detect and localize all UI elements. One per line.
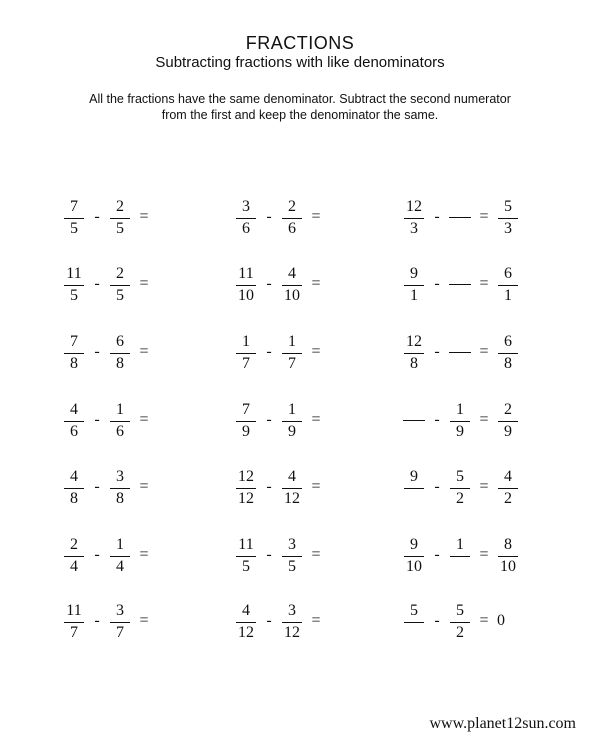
fraction-second-numerator: 3 [288, 602, 296, 619]
fraction-first-bar [64, 218, 84, 219]
fraction-second-numerator: 5 [456, 468, 464, 485]
fraction-second-denominator: 9 [456, 423, 464, 440]
problem-10 [60, 396, 210, 446]
fraction-second-denominator: 10 [284, 287, 300, 304]
minus-sign: - [434, 612, 440, 629]
fraction-second-bar [110, 622, 130, 623]
fraction-second [106, 597, 134, 647]
fraction-second-numerator: 4 [288, 468, 296, 485]
fraction-first-denominator: 3 [410, 220, 418, 237]
equals-sign: = [139, 546, 149, 563]
fraction-second-bar [450, 556, 470, 557]
fraction-result-bar [498, 556, 518, 557]
equals-sign: = [479, 343, 489, 360]
fraction-second-denominator: 2 [456, 624, 464, 641]
fraction-second-numerator: 1 [116, 401, 124, 418]
fraction-second-bar [110, 218, 130, 219]
fraction-first-denominator: 4 [70, 558, 78, 575]
fraction-second-numerator: 1 [456, 536, 464, 553]
equals-sign: = [139, 411, 149, 428]
fraction-first-numerator: 12 [406, 333, 422, 350]
fraction-second-numerator: 4 [288, 265, 296, 282]
problem-14 [232, 463, 382, 513]
fraction-second-bar [282, 556, 302, 557]
equals-sign: = [139, 612, 149, 629]
fraction-first-bar [236, 353, 256, 354]
fraction-result [494, 463, 522, 513]
fraction-first-numerator: 9 [410, 536, 418, 553]
fraction-second-bar [282, 353, 302, 354]
fraction-second [446, 328, 474, 378]
equals-sign: = [311, 208, 321, 225]
problem-13 [60, 463, 210, 513]
fraction-second-numerator: 3 [116, 468, 124, 485]
fraction-first-bar [404, 285, 424, 286]
fraction-first-denominator: 9 [242, 423, 250, 440]
equals-sign: = [479, 546, 489, 563]
fraction-second-numerator: 2 [116, 265, 124, 282]
fraction-second-denominator: 5 [116, 287, 124, 304]
fraction-second [446, 396, 474, 446]
fraction-first [400, 193, 428, 243]
fraction-second-bar [110, 421, 130, 422]
page-subtitle: Subtracting fractions with like denominators [155, 54, 445, 71]
minus-sign: - [94, 343, 100, 360]
website-url: www.planet12sun.com [429, 715, 576, 732]
fraction-result [494, 193, 522, 243]
fraction-first-bar [64, 556, 84, 557]
minus-sign: - [266, 612, 272, 629]
fraction-first [60, 463, 88, 513]
fraction-first-numerator: 3 [242, 198, 250, 215]
fraction-first-bar [236, 488, 256, 489]
fraction-second [446, 597, 474, 647]
fraction-result-denominator: 9 [504, 423, 512, 440]
fraction-first [60, 260, 88, 310]
fraction-result-bar [498, 488, 518, 489]
fraction-first-numerator: 11 [66, 265, 82, 282]
fraction-second [106, 193, 134, 243]
fraction-first-bar [404, 556, 424, 557]
fraction-first [400, 328, 428, 378]
fraction-first-bar [236, 622, 256, 623]
fraction-first-denominator: 7 [242, 355, 250, 372]
minus-sign: - [434, 546, 440, 563]
fraction-first-denominator: 12 [238, 490, 254, 507]
fraction-first-bar [236, 556, 256, 557]
equals-sign: = [311, 343, 321, 360]
problem-11 [232, 396, 382, 446]
fraction-first-numerator: 11 [238, 536, 254, 553]
fraction-second-bar [450, 622, 470, 623]
fraction-first-numerator: 2 [70, 536, 78, 553]
minus-sign: - [266, 343, 272, 360]
fraction-second-bar [282, 622, 302, 623]
instructions: All the fractions have the same denominator. Subtract the second numerator from the first and keep the denominator the same. [89, 92, 511, 122]
equals-sign: = [479, 411, 489, 428]
minus-sign: - [434, 411, 440, 428]
fraction-second-denominator: 4 [116, 558, 124, 575]
fraction-second-denominator: 6 [116, 423, 124, 440]
problem-20 [232, 597, 382, 647]
fraction-result-denominator: 1 [504, 287, 512, 304]
fraction-second-bar [449, 217, 471, 218]
equals-sign: = [139, 208, 149, 225]
problem-15 [400, 463, 550, 513]
minus-sign: - [434, 208, 440, 225]
fraction-second-numerator: 1 [288, 401, 296, 418]
fraction-second-denominator: 8 [116, 490, 124, 507]
fraction-first-denominator: 6 [70, 423, 78, 440]
fraction-second-bar [450, 488, 470, 489]
fraction-first-bar [404, 353, 424, 354]
fraction-first-numerator: 11 [66, 602, 82, 619]
problem-7 [60, 328, 210, 378]
fraction-first-numerator: 5 [410, 602, 418, 619]
fraction-first-bar [236, 218, 256, 219]
fraction-first [60, 328, 88, 378]
equals-sign: = [311, 612, 321, 629]
fraction-first-bar [236, 421, 256, 422]
fraction-first-bar [64, 488, 84, 489]
fraction-second-numerator: 5 [456, 602, 464, 619]
equals-sign: = [311, 275, 321, 292]
fraction-second-denominator: 7 [288, 355, 296, 372]
problem-8 [232, 328, 382, 378]
problem-16 [60, 531, 210, 581]
fraction-second-denominator: 8 [116, 355, 124, 372]
fraction-first [400, 531, 428, 581]
fraction-second-numerator: 3 [288, 536, 296, 553]
fraction-second-numerator: 2 [116, 198, 124, 215]
fraction-result-bar [498, 353, 518, 354]
equals-sign: = [479, 208, 489, 225]
fraction-second-numerator: 3 [116, 602, 124, 619]
fraction-first [60, 531, 88, 581]
fraction-result-denominator: 10 [500, 558, 516, 575]
problem-2 [232, 193, 382, 243]
fraction-second-bar [282, 421, 302, 422]
fraction-result-denominator: 3 [504, 220, 512, 237]
fraction-first [232, 597, 260, 647]
fraction-first-denominator: 1 [410, 287, 418, 304]
fraction-second-denominator: 9 [288, 423, 296, 440]
problem-1 [60, 193, 210, 243]
fraction-first-bar [404, 218, 424, 219]
fraction-first-bar [64, 421, 84, 422]
fraction-first-numerator: 1 [242, 333, 250, 350]
fraction-first-denominator [400, 490, 428, 508]
fraction-second-denominator: 5 [288, 558, 296, 575]
fraction-first-denominator [400, 624, 428, 642]
fraction-result [494, 260, 522, 310]
problem-19 [60, 597, 210, 647]
fraction-second-bar [450, 421, 470, 422]
fraction-second-bar [110, 556, 130, 557]
fraction-first-numerator: 7 [242, 401, 250, 418]
fraction-second-denominator: 2 [456, 490, 464, 507]
equals-sign: = [139, 478, 149, 495]
fraction-first-denominator: 8 [70, 490, 78, 507]
fraction-result [494, 396, 522, 446]
problem-21 [400, 597, 550, 647]
minus-sign: - [434, 478, 440, 495]
equals-sign: = [479, 275, 489, 292]
fraction-first-bar [404, 622, 424, 623]
minus-sign: - [266, 478, 272, 495]
equals-sign: = [479, 478, 489, 495]
fraction-first-numerator: 9 [410, 468, 418, 485]
minus-sign: - [94, 612, 100, 629]
fraction-first-denominator: 10 [406, 558, 422, 575]
problem-9 [400, 328, 550, 378]
fraction-second-denominator [446, 558, 474, 576]
fraction-second [106, 531, 134, 581]
fraction-second [446, 260, 474, 310]
fraction-second [106, 328, 134, 378]
minus-sign: - [266, 275, 272, 292]
minus-sign: - [266, 208, 272, 225]
fraction-result-bar [498, 421, 518, 422]
fraction-second-bar [449, 352, 471, 353]
fraction-second-denominator: 7 [116, 624, 124, 641]
equals-sign: = [311, 546, 321, 563]
result-value: 0 [497, 612, 505, 629]
fraction-first [400, 396, 428, 446]
fraction-second [278, 260, 306, 310]
fraction-second-bar [110, 353, 130, 354]
fraction-second [278, 597, 306, 647]
fraction-result-bar [498, 218, 518, 219]
minus-sign: - [266, 546, 272, 563]
fraction-first-denominator: 10 [238, 287, 254, 304]
minus-sign: - [94, 546, 100, 563]
fraction-result-numerator: 6 [504, 265, 512, 282]
fraction-first [60, 193, 88, 243]
fraction-first [60, 396, 88, 446]
fraction-second-denominator: 5 [116, 220, 124, 237]
fraction-first [400, 597, 428, 647]
fraction-first [400, 260, 428, 310]
fraction-second [278, 531, 306, 581]
fraction-second [278, 463, 306, 513]
fraction-second [106, 260, 134, 310]
fraction-first [400, 463, 428, 513]
fraction-first-bar [236, 285, 256, 286]
fraction-first-numerator: 4 [242, 602, 250, 619]
equals-sign: = [311, 411, 321, 428]
fraction-second [106, 396, 134, 446]
fraction-first-denominator: 5 [242, 558, 250, 575]
fraction-first-bar [404, 488, 424, 489]
fraction-result-numerator: 2 [504, 401, 512, 418]
minus-sign: - [94, 411, 100, 428]
fraction-first-denominator: 5 [70, 220, 78, 237]
page-title: FRACTIONS [245, 33, 355, 53]
fraction-first [60, 597, 88, 647]
fraction-result-denominator: 2 [504, 490, 512, 507]
problem-3 [400, 193, 550, 243]
equals-sign: = [139, 275, 149, 292]
fraction-second [278, 193, 306, 243]
fraction-second [278, 328, 306, 378]
fraction-first-numerator: 12 [238, 468, 254, 485]
fraction-first-numerator: 9 [410, 265, 418, 282]
minus-sign: - [266, 411, 272, 428]
fraction-first-denominator: 8 [410, 355, 418, 372]
fraction-second-bar [282, 218, 302, 219]
fraction-second-bar [282, 488, 302, 489]
fraction-second [446, 463, 474, 513]
fraction-second-numerator: 2 [288, 198, 296, 215]
fraction-result-numerator: 6 [504, 333, 512, 350]
fraction-second-denominator: 12 [284, 624, 300, 641]
minus-sign: - [94, 275, 100, 292]
fraction-first-numerator: 7 [70, 333, 78, 350]
fraction-first [232, 328, 260, 378]
minus-sign: - [94, 478, 100, 495]
fraction-first [232, 463, 260, 513]
fraction-first-bar [64, 353, 84, 354]
fraction-result-numerator: 5 [504, 198, 512, 215]
fraction-first-denominator: 5 [70, 287, 78, 304]
problem-5 [232, 260, 382, 310]
fraction-first [232, 531, 260, 581]
fraction-second-bar [282, 285, 302, 286]
problem-18 [400, 531, 550, 581]
fraction-first-numerator: 7 [70, 198, 78, 215]
fraction-first-denominator: 8 [70, 355, 78, 372]
fraction-result-bar [498, 285, 518, 286]
fraction-first-numerator: 11 [238, 265, 254, 282]
fraction-second [278, 396, 306, 446]
minus-sign: - [434, 275, 440, 292]
fraction-result-numerator: 4 [504, 468, 512, 485]
fraction-second [446, 193, 474, 243]
fraction-result [494, 328, 522, 378]
fraction-first-denominator: 6 [242, 220, 250, 237]
fraction-second-bar [110, 285, 130, 286]
fraction-second-numerator: 1 [288, 333, 296, 350]
problem-12 [400, 396, 550, 446]
fraction-result-denominator: 8 [504, 355, 512, 372]
fraction-second-bar [449, 284, 471, 285]
problem-6 [400, 260, 550, 310]
fraction-second [446, 531, 474, 581]
fraction-second-numerator: 6 [116, 333, 124, 350]
fraction-second-denominator: 6 [288, 220, 296, 237]
fraction-second [106, 463, 134, 513]
fraction-first-numerator: 12 [406, 198, 422, 215]
fraction-first-numerator: 4 [70, 468, 78, 485]
fraction-first-denominator: 12 [238, 624, 254, 641]
fraction-second-bar [110, 488, 130, 489]
fraction-second-denominator: 12 [284, 490, 300, 507]
fraction-first [232, 396, 260, 446]
equals-sign: = [311, 478, 321, 495]
problem-4 [60, 260, 210, 310]
fraction-second-numerator: 1 [116, 536, 124, 553]
equals-sign: = [479, 612, 489, 629]
fraction-first-bar [64, 285, 84, 286]
fraction-result [494, 531, 522, 581]
fraction-second-numerator: 1 [456, 401, 464, 418]
fraction-result-numerator: 8 [504, 536, 512, 553]
problem-17 [232, 531, 382, 581]
fraction-first [232, 260, 260, 310]
fraction-first-numerator: 4 [70, 401, 78, 418]
fraction-first-denominator: 7 [70, 624, 78, 641]
minus-sign: - [434, 343, 440, 360]
minus-sign: - [94, 208, 100, 225]
fraction-first [232, 193, 260, 243]
fraction-first-bar [403, 420, 425, 421]
fraction-first-bar [64, 622, 84, 623]
equals-sign: = [139, 343, 149, 360]
